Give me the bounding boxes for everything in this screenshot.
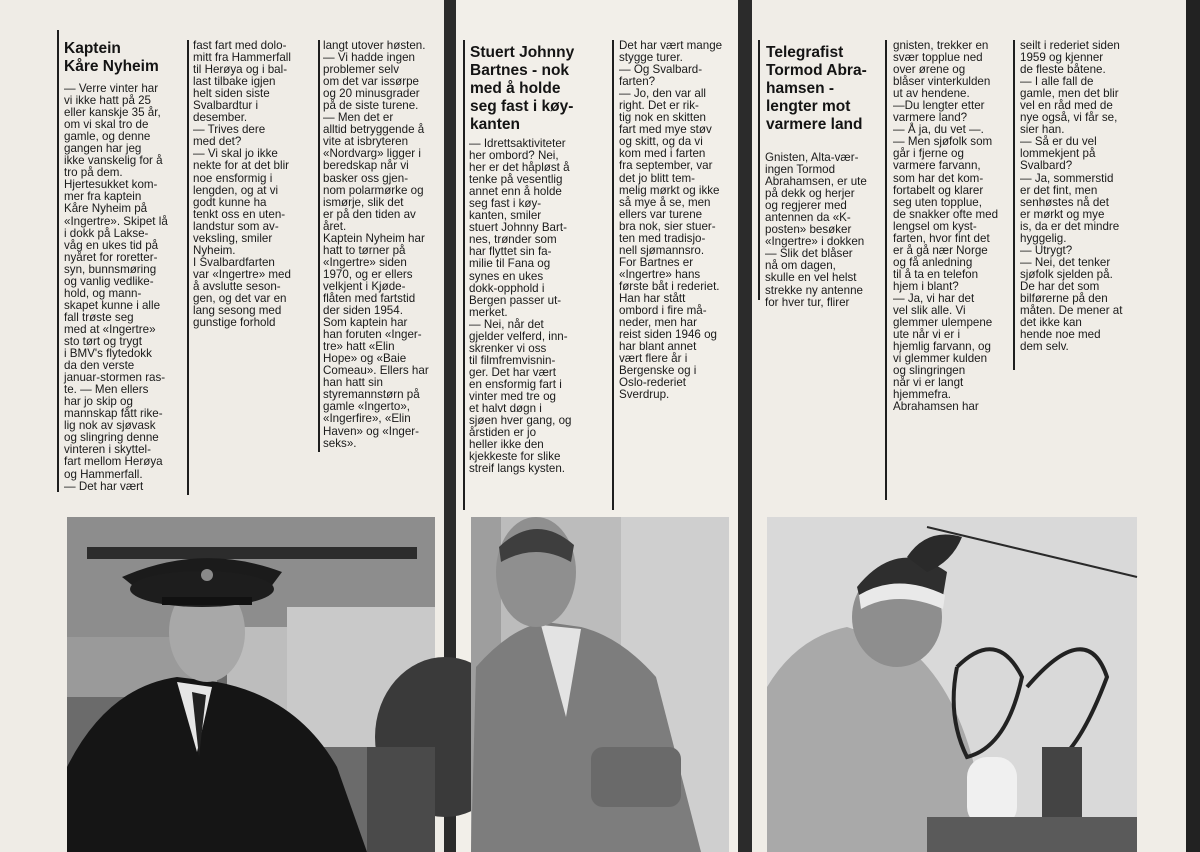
column-rule	[758, 40, 760, 300]
article-headline: Kaptein Kåre Nyheim	[64, 40, 159, 75]
column-rule	[1013, 40, 1015, 370]
article-text-column: fast fart med dolo- mitt fra Hammerfall til Herøya og i bal- last tilbake igjen helt siden siste Svalbardtur i desember. — Trives dere med det? — Vi skal jo ikke nekte for at det blir noe ensformig i lengden, og at vi godt kunne ha tenkt oss en uten- landstur som av- veksling, smiler Nyheim. I Svalbardfarten var «Ingertre» med å avslutte seson- gen, og det var en lang sesong med gunstige forhold	[193, 39, 291, 330]
captain-photo	[67, 517, 435, 852]
steward-photo	[471, 517, 729, 852]
article-text-column: Det har vært mange stygge turer. — Og Svalbard- farten? — Jo, den var all right. Det er rik- tig nok en skitten fart med mye støv og skitt, og da vi kom med i farten fra september, var det jo blitt tem- melig mørkt og ikke så mye å se, men ellers var turene bra nok, sier stuer- ten med tradisjo- nell sjømannsro. For Bartnes er «Ingertre» hans første båt i rederiet. Han har stått ombord i fire må- neder, men har reist siden 1946 og har blant annet vært flere år i Bergenske og i Oslo-rederiet Sverdrup.	[619, 39, 723, 402]
article-text-column: langt utover høsten. — Vi hadde ingen problemer selv om det var issørpe og 20 minusgrader på de siste turene. — Men det er alltid betryggende å vite at isbryteren «Nordvarg» ligger i beredskap når vi basker oss gjen- nom polarmørke og ismørje, slik det er på den tiden av året. Kaptein Nyheim har hatt to tørner på «Ingertre» siden 1970, og er ellers velkjent i Kjøde- flåten med fartstid der siden 1954. Som kaptein har han foruten «Inger- tre» hatt «Elin Hope» og «Baie Comeau». Ellers har han hatt sin styremannstørn på gamle «Ingerto», «Ingerfire», «Elin Haven» og «Inger- seks».	[323, 39, 429, 450]
captain-photo-image	[67, 517, 435, 852]
telegraphist-photo	[767, 517, 1137, 852]
article-headline: Stuert Johnny Bartnes - nok med å holde seg fast i køy- kanten	[470, 44, 575, 133]
article-text-column: gnisten, trekker en svær topplue ned over ørene og blåser vinterkulden ut av hendene. —Du lengter etter varmere land? — Å ja, du vet —. — Men sjøfolk som går i fjerne og varmere farvann, som har det kom- fortabelt og klarer seg uten topplue, de snakker ofte med lengsel om kyst- farten, hvor fint det er å gå nær Norge og få anledning til å ta en telefon hjem i blant? — Ja, vi har det vel slik alle. Vi glemmer ulempene ute når vi er i hjemlig farvann, og vi glemmer kulden og slingringen når vi er langt hjemmefra. Abrahamsen har	[893, 39, 999, 414]
article-text-column: Gnisten, Alta-vær- ingen Tormod Abrahamsen, er ute på dekk og herjer og regjerer med antennen da «K- posten» besøker «Ingertre» i dokken — Slik det blåser nå om dagen, skulle en vel helst strekke ny antenne for hver tur, flirer	[765, 151, 867, 309]
column-rule	[318, 40, 320, 452]
page-fold-right	[738, 0, 752, 852]
article-text-column: — Verre vinter har vi ikke hatt på 25 eller kanskje 35 år, om vi skal tro de gamle, og denne gangen har jeg ikke vanskelig for å tro på dem. Hjertesukket kom- mer fra kaptein Kåre Nyheim på «Ingertre». Skipet lå i dokk på Lakse- våg en ukes tid på nyåret for roretter- syn, bunnsmøring og vanlig vedlike- hold, og mann- skapet kunne i alle fall trøste seg med at «Ingertre» sto tørt og trygt i BMV's flytedokk da den verste januar-stormen ras- te. — Men ellers har jo skip og mannskap fått rike- lig nok av sjøvask og slingring denne vinteren i skyttel- fart mellom Herøya og Hammerfall. — Det har vært	[64, 82, 168, 493]
column-rule	[463, 40, 465, 510]
telegraphist-photo-image	[767, 517, 1137, 852]
column-rule	[57, 30, 59, 492]
column-rule	[187, 40, 189, 495]
steward-photo-image	[471, 517, 729, 852]
article-text-column: seilt i rederiet siden 1959 og kjenner de fleste båtene. — I alle fall de gamle, men det blir vel en råd med de nye også, vi får se, sier han. — Så er du vel lommekjent på Svalbard? — Ja, sommerstid er det fint, men senhøstes nå det er mørkt og mye is, da er det mindre hyggelig. — Utrygt? — Nei, det tenker sjøfolk sjelden på. De har det som bilførerne på den måten. De mener at det ikke kan hende noe med dem selv.	[1020, 39, 1123, 354]
article-headline: Telegrafist Tormod Abra- hamsen - lengter mot varmere land	[766, 44, 867, 133]
article-text-column: — Idrettsaktiviteter her ombord? Nei, her er det håpløst å tenke på vesentlig annet enn å holde seg fast i køy- kanten, smiler stuert Johnny Bart- nes, trønder som har flyttet sin fa- milie til Fana og synes en ukes dokk-opphold i Bergen passer ut- merket. — Nei, når det gjelder velferd, inn- skrenker vi oss til filmfremvisnin- ger. Det har vært en ensformig fart i vinter med tre og et halvt døgn i sjøen hver gang, og årstiden er jo heller ikke den kjekkeste for slike streif langs kysten.	[469, 137, 572, 476]
paper-edge-right	[1186, 0, 1200, 852]
column-rule	[885, 40, 887, 500]
column-rule	[612, 40, 614, 510]
